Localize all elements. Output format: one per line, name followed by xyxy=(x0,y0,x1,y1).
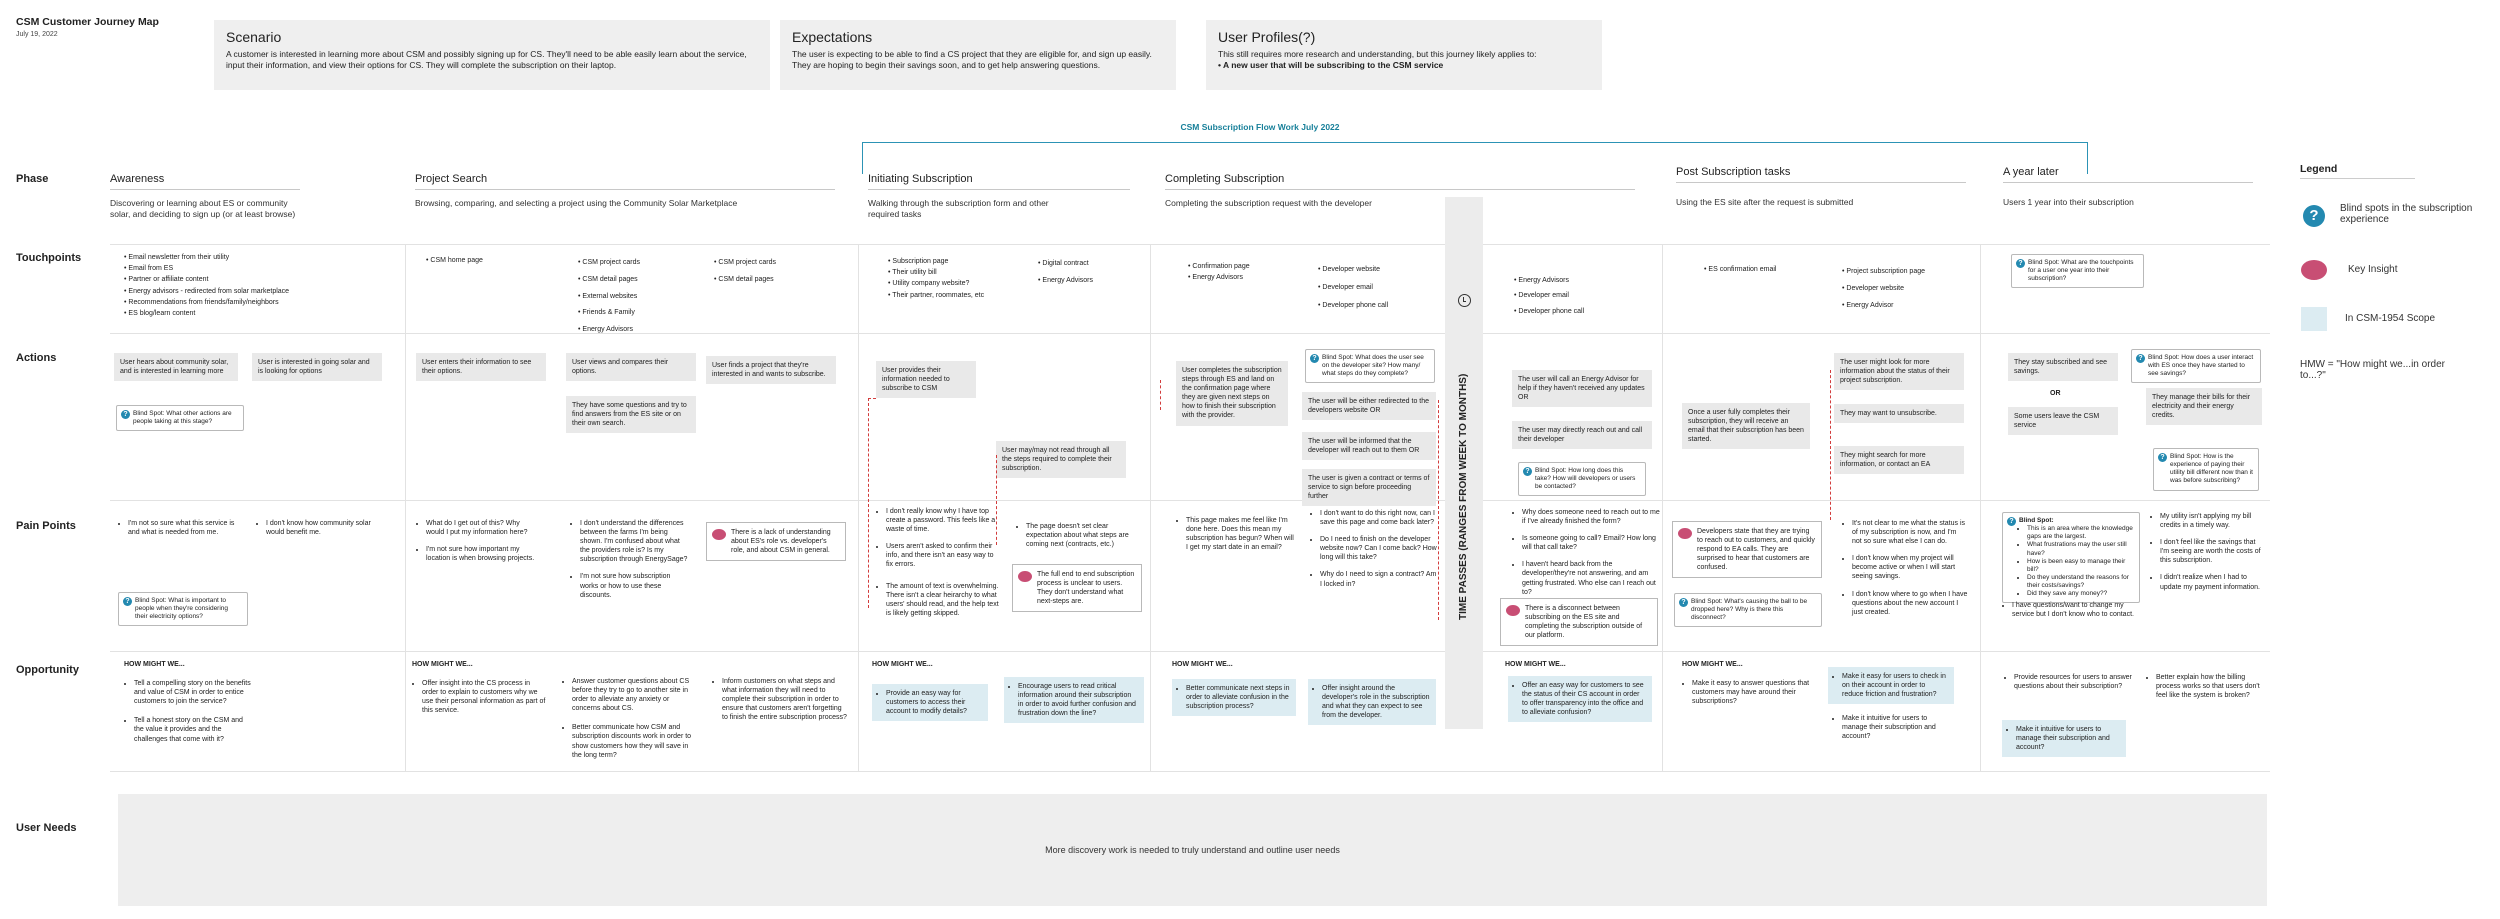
opportunity-col xyxy=(1832,714,1954,751)
row-label-pain-points: Pain Points xyxy=(16,520,76,532)
grid-line xyxy=(110,500,2270,501)
speech-bubble-icon xyxy=(1678,528,1692,539)
list-item: • Digital contract xyxy=(1036,256,1093,273)
hmw-label: HOW MIGHT WE... xyxy=(1682,661,1743,668)
action-card: They manage their bills for their electricity and their energy credits. xyxy=(2146,388,2262,425)
time-passes-text: TIME PASSES (RANGES FROM WEEK TO MONTHS) xyxy=(1458,373,1469,620)
touchpoint-list xyxy=(1840,264,1925,314)
list-item: • Do I need to finish on the developer website now? Can I come back? How long will this take? xyxy=(1320,535,1440,562)
flow-connector xyxy=(868,398,869,608)
hmw-label: HOW MIGHT WE... xyxy=(872,661,933,668)
action-card: User provides their information needed to subscribe to CSM xyxy=(876,361,976,398)
action-card: Once a user fully completes their subscription, they will receive an email that their subscription has been started. xyxy=(1682,403,1810,449)
list-item: • CSM home page xyxy=(424,255,483,266)
list-item: • This page makes me feel like I'm done here. Does this mean my subscription has begun? When will I get my start date in an email? xyxy=(1186,516,1296,552)
list-item: • Utility company website? xyxy=(886,278,984,289)
list-item: • Provide an easy way for customers to access their account to modify details? xyxy=(886,689,982,716)
list-item: • This is an area where the knowledge gaps are the largest. xyxy=(2027,525,2134,541)
clock-icon xyxy=(1458,294,1471,307)
opportunity-col xyxy=(124,660,252,754)
list-item: • Email newsletter from their utility xyxy=(122,252,289,263)
list-item: • I'm not sure how important my location is when browsing projects. xyxy=(426,545,536,563)
list-item: • Energy advisors - redirected from solar marketplace xyxy=(122,286,289,297)
opportunity-scope-box xyxy=(1004,677,1144,723)
list-item: • Make it intuitive for users to manage their subscription and account? xyxy=(2016,725,2120,752)
question-icon: ? xyxy=(1679,598,1688,607)
phase-name: Project Search xyxy=(415,173,835,190)
phase-desc: Users 1 year into their subscription xyxy=(2003,197,2134,207)
list-item: • Offer insight around the developer's role in the subscription and what they can expect to see from the developer. xyxy=(1322,684,1430,720)
list-item: • Encourage users to read critical information around their subscription in order to avoid further confusion and frustration down the line? xyxy=(1018,682,1138,718)
list-item: • I'm not so sure what this service is and what is needed from me. xyxy=(128,519,238,537)
list-item: • How is been easy to manage their bill? xyxy=(2027,558,2134,574)
question-icon: ? xyxy=(121,410,130,419)
touchpoint-list xyxy=(1186,261,1250,283)
phase-desc: Completing the subscription request with the developer xyxy=(1165,198,1372,208)
grid-line xyxy=(1662,244,1663,771)
opportunity-scope-box xyxy=(872,684,988,721)
phase-name: Awareness xyxy=(110,173,300,190)
opportunity-scope-box xyxy=(1508,676,1652,722)
action-card: User completes the subscription steps through ES and land on the confirmation page where they are given next steps on how to finish their subscription with the provider. xyxy=(1176,361,1288,426)
action-card: User is interested in going solar and is looking for options xyxy=(252,353,382,381)
key-insight-note xyxy=(1500,598,1658,646)
grid-line xyxy=(110,333,2270,334)
list-item: • Inform customers on what steps and what information they will need to complete their subscription in order to ensure that customers aren't forgetting to finish the entire subscription process? xyxy=(722,677,848,722)
key-insight-text: There is a lack of understanding about ES's role vs. developer's role, and about CSM in general. xyxy=(731,529,831,555)
scenario-title: Scenario xyxy=(226,29,282,45)
question-icon: ? xyxy=(1523,467,1532,476)
list-item: • Developer email xyxy=(1316,279,1388,297)
expectations-title: Expectations xyxy=(792,29,873,45)
key-insight-text: The full end to end subscription process is unclear to users. They don't understand what next-steps are. xyxy=(1037,571,1135,606)
phase-name: A year later xyxy=(2003,166,2253,183)
list-item: • It's not clear to me what the status is of my subscription is now, and I'm not so sure what else I can do. xyxy=(1852,519,1968,546)
list-item: • I don't feel like the savings that I'm seeing are worth the costs of this subscription. xyxy=(2160,538,2262,565)
phase-name: Post Subscription tasks xyxy=(1676,166,1966,183)
opportunity-col xyxy=(2004,673,2132,701)
phase-name: Initiating Subscription xyxy=(868,173,1130,190)
phase-name: Completing Subscription xyxy=(1165,173,1635,190)
user-needs-text: More discovery work is needed to truly understand and outline user needs xyxy=(1045,845,1340,855)
touchpoint-list xyxy=(1036,256,1093,290)
list-item: • I haven't heard back from the developer/they're not answering, and am getting frustrated. Who else can I reach out to? xyxy=(1522,560,1662,596)
action-card: The user will call an Energy Advisor for help if they haven't received any updates OR xyxy=(1512,370,1652,407)
action-card: They have some questions and try to find answers from the ES site or on their own search. xyxy=(566,396,696,433)
list-item: • Partner or affiliate content xyxy=(122,274,289,285)
list-item: • Energy Advisor xyxy=(1840,298,1925,315)
question-icon: ? xyxy=(123,597,132,606)
hmw-label: HOW MIGHT WE... xyxy=(412,661,473,668)
phase-awareness xyxy=(110,173,310,221)
legend-hmw: HMW = "How might we...in order to...?" xyxy=(2300,359,2445,381)
list-item: • CSM project cards xyxy=(712,255,776,272)
list-item: • Developer phone call xyxy=(1316,297,1388,315)
blind-spot-note xyxy=(2011,254,2144,288)
list-item: • Recommendations from friends/family/neighbors xyxy=(122,297,289,308)
key-insight-legend-icon xyxy=(2301,260,2327,280)
blind-spot-text: Blind Spot: What does the user see on the developer site? How many/ what steps do they complete? xyxy=(1322,354,1424,378)
key-insight-text: There is a disconnect between subscribing on the ES site and completing the subscription outside of our platform. xyxy=(1525,605,1643,640)
or-label: OR xyxy=(2050,390,2061,397)
list-item: • Energy Advisors xyxy=(1186,272,1250,283)
row-label-phase: Phase xyxy=(16,173,49,185)
list-item: • Offer an easy way for customers to see the status of their CS account in order to offer transparency into the office and to alleviate confusion? xyxy=(1522,681,1646,717)
row-label-user-needs: User Needs xyxy=(16,822,77,834)
list-item: • External websites xyxy=(576,289,640,306)
user-profiles-text: This still requires more research and understanding, but this journey likely applies to: xyxy=(1218,49,1537,59)
speech-bubble-icon xyxy=(1506,605,1520,616)
hmw-label: HOW MIGHT WE... xyxy=(1505,661,1566,668)
blind-spot-note xyxy=(1518,462,1646,496)
touchpoint-list xyxy=(576,255,640,339)
row-label-actions: Actions xyxy=(16,352,57,364)
action-card: The user may directly reach out and call their developer xyxy=(1512,421,1652,449)
user-profiles-box xyxy=(1206,20,1602,90)
phase-desc: Discovering or learning about ES or community solar, and deciding to sign up (or at least browse) xyxy=(110,198,296,220)
list-item: • The page doesn't set clear expectation about what steps are coming next (contracts, etc.) xyxy=(1026,522,1144,549)
list-item: • Why does someone need to reach out to me if I've already finished the form? xyxy=(1522,508,1662,526)
opportunity-col xyxy=(412,660,548,725)
list-item: • Better communicate next steps in order to alleviate confusion in the subscription process? xyxy=(1186,684,1290,711)
speech-bubble-icon xyxy=(712,529,726,540)
list-item: • Better communicate how CSM and subscription discounts work in order to show customers how they will save in the long term? xyxy=(572,723,698,759)
grid-line xyxy=(858,244,859,771)
speech-bubble-icon xyxy=(1018,571,1032,582)
page-title: CSM Customer Journey Map xyxy=(16,16,159,28)
pain-point-list xyxy=(1512,508,1662,605)
blind-spot-note xyxy=(2131,349,2261,383)
touchpoint-list xyxy=(424,255,483,266)
row-label-touchpoints: Touchpoints xyxy=(16,252,82,264)
blind-spot-note xyxy=(1674,593,1822,627)
blind-spot-text: Blind Spot: How does a user interact with ES once they have started to see savings? xyxy=(2148,354,2254,378)
list-item: • CSM detail pages xyxy=(576,272,640,289)
opportunity-scope-box xyxy=(1308,679,1436,725)
grid-line xyxy=(405,244,406,771)
blind-spot-legend-icon: ? xyxy=(2303,205,2325,227)
list-item: • Do they understand the reasons for their costs/savings? xyxy=(2027,574,2134,590)
action-card: They may want to unsubscribe. xyxy=(1834,404,1964,423)
touchpoint-list xyxy=(1316,261,1388,316)
blind-spot-note xyxy=(118,592,248,626)
action-card: The user will be informed that the developer will reach out to them OR xyxy=(1302,432,1436,460)
opportunity-scope-box xyxy=(1172,679,1296,716)
list-item: • Energy Advisors xyxy=(1512,273,1584,288)
list-item: • Did they save any money?? xyxy=(2027,590,2134,598)
pain-point-list xyxy=(2002,601,2138,627)
list-item: • Developer website xyxy=(1316,261,1388,279)
list-item: • Tell a compelling story on the benefits and value of CSM in order to entice customers to join the service? xyxy=(134,679,252,706)
opportunity-col xyxy=(2146,673,2264,710)
phase-a-year-later xyxy=(2003,166,2253,208)
blind-spot-note xyxy=(116,405,244,431)
blind-spot-text: Blind Spot: How long does this take? How will developers or users be contacted? xyxy=(1535,467,1636,491)
blind-spot-text: Blind Spot: What's causing the ball to be dropped here? Why is there this disconnect? xyxy=(1691,598,1808,622)
scenario-box xyxy=(214,20,770,90)
phase-desc: Walking through the subscription form and other required tasks xyxy=(868,198,1049,220)
user-profiles-bullet: • A new user that will be subscribing to the CSM service xyxy=(1218,60,1444,71)
pain-point-list xyxy=(118,519,238,545)
pain-point-list xyxy=(1176,516,1296,560)
flow-connector xyxy=(868,398,876,399)
question-icon: ? xyxy=(1310,354,1319,363)
legend-scope: In CSM-1954 Scope xyxy=(2345,313,2436,324)
grid-line xyxy=(110,244,2270,245)
opportunity-col xyxy=(712,677,848,732)
list-item: • CSM detail pages xyxy=(712,272,776,289)
action-card: The user will be either redirected to the developers website OR xyxy=(1302,392,1436,420)
list-item: • Is someone going to call? Email? How long will that call take? xyxy=(1522,534,1662,552)
list-item: • My utility isn't applying my bill credits in a timely way. xyxy=(2160,512,2262,530)
list-item: • Better explain how the billing process works so that users don't feel like the system is broken? xyxy=(2156,673,2264,700)
question-icon: ? xyxy=(2007,517,2016,526)
list-item: • Make it intuitive for users to manage their subscription and account? xyxy=(1842,714,1954,741)
legend-title: Legend xyxy=(2300,163,2415,179)
action-card: They stay subscribed and see savings. xyxy=(2008,353,2118,381)
key-insight-text: Developers state that they are trying to reach out to customers, and quickly respond to EA calls. They are surprised to hear that customers are confused. xyxy=(1697,528,1815,572)
list-item: • I don't know when my project will become active or when I will start seeing savings. xyxy=(1852,554,1968,581)
list-item: • Project subscription page xyxy=(1840,264,1925,281)
list-item: • Developer phone call xyxy=(1512,304,1584,319)
phase-post-subscription xyxy=(1676,166,1966,208)
flow-connector xyxy=(1160,380,1161,410)
opportunity-scope-box xyxy=(1828,667,1954,704)
list-item: • Their utility bill xyxy=(886,267,984,278)
flow-connector xyxy=(996,455,997,545)
scenario-text: A customer is interested in learning more about CSM and possibly signing up for CS. They'll need to be able easily learn about the service, input their information, and view their options for CS. They will complete the subscription on their laptop. xyxy=(226,49,747,71)
legend-key-insight: Key Insight xyxy=(2348,264,2398,275)
question-icon: ? xyxy=(2136,354,2145,363)
pain-point-list xyxy=(256,519,386,545)
touchpoint-list xyxy=(886,256,984,301)
list-item: • Their partner, roommates, etc xyxy=(886,290,984,301)
action-card: Some users leave the CSM service xyxy=(2008,407,2118,435)
phase-desc: Using the ES site after the request is submitted xyxy=(1676,197,1854,207)
grid-line xyxy=(1150,244,1151,771)
grid-line xyxy=(110,771,2270,772)
list-item: • I don't know how community solar would benefit me. xyxy=(266,519,386,537)
list-item: • I don't want to do this right now, can I save this page and come back later? xyxy=(1320,509,1440,527)
touchpoint-list xyxy=(1702,264,1777,275)
scope-legend-swatch xyxy=(2301,307,2327,331)
question-icon: ? xyxy=(2016,259,2025,268)
action-card: The user might look for more information about the status of their project subscription. xyxy=(1834,353,1964,390)
list-item: • Tell a honest story on the CSM and the value it provides and the challenges that come with it? xyxy=(134,716,252,743)
list-item: • I don't understand the differences between the farms I'm being shown. I'm confused about what the providers role is? Is my subscription through EnergySage? xyxy=(580,519,690,564)
key-insight-note xyxy=(706,522,846,561)
action-card: User enters their information to see their options. xyxy=(416,353,546,381)
blind-spot-note xyxy=(2153,448,2259,491)
list-item: • Why do I need to sign a contract? Am I locked in? xyxy=(1320,570,1440,588)
list-item: • Friends & Family xyxy=(576,305,640,322)
list-item: • Make it easy for users to check in on their account in order to reduce friction and frustration? xyxy=(1842,672,1948,699)
phase-completing-subscription xyxy=(1165,173,1635,209)
list-item: • CSM project cards xyxy=(576,255,640,272)
action-card: The user is given a contract or terms of service to sign before proceeding further xyxy=(1302,469,1436,506)
user-profiles-title: User Profiles(?) xyxy=(1218,29,1316,45)
blind-spot-text: Blind Spot: What is important to people when they're considering their electricity options? xyxy=(135,597,229,621)
pain-point-list xyxy=(1310,509,1440,597)
list-item: • ES confirmation email xyxy=(1702,264,1777,275)
touchpoint-list xyxy=(1512,273,1584,319)
list-item: • What frustrations may the user still have? xyxy=(2027,541,2134,557)
expectations-text: The user is expecting to be able to find a CS project that they are eligible for, and sign up easily. They are hoping to begin their savings soon, and to get help answering questions. xyxy=(792,49,1152,71)
list-item: • Energy Advisors xyxy=(576,322,640,339)
list-item: • I have questions/want to change my service but I don't know who to contact. xyxy=(2012,601,2138,619)
list-item: • Developer website xyxy=(1840,281,1925,298)
action-card: User views and compares their options. xyxy=(566,353,696,381)
hmw-label: HOW MIGHT WE... xyxy=(124,661,185,668)
pain-point-list xyxy=(416,519,536,571)
list-item: • Provide resources for users to answer questions about their subscription? xyxy=(2014,673,2132,691)
grid-line xyxy=(110,651,2270,652)
touchpoint-list xyxy=(122,252,289,319)
pain-point-list xyxy=(876,507,1002,626)
blind-spot-note xyxy=(2002,512,2140,603)
list-item: • ES blog/learn content xyxy=(122,308,289,319)
list-item: • Subscription page xyxy=(886,256,984,267)
key-insight-note xyxy=(1012,564,1142,612)
grid-line xyxy=(1980,244,1981,771)
pain-point-list xyxy=(1842,519,1968,625)
list-item: • Offer insight into the CS process in order to explain to customers why we use their personal information as part of this service. xyxy=(422,679,548,715)
question-icon: ? xyxy=(2158,453,2167,462)
opportunity-scope-box xyxy=(2002,720,2126,757)
page-date: July 19, 2022 xyxy=(16,31,58,38)
blind-spot-text: Blind Spot: What other actions are people taking at this stage? xyxy=(133,410,232,426)
list-item: • I don't know where to go when I have questions about the new account I just created. xyxy=(1852,590,1968,617)
action-card: User may/may not read through all the steps required to complete their subscription. xyxy=(996,441,1126,478)
opportunity-col xyxy=(1682,660,1812,716)
list-item: • Users aren't asked to confirm their info, and there isn't an easy way to fix errors. xyxy=(886,542,1002,569)
flow-connector xyxy=(1830,370,1831,520)
expectations-box xyxy=(780,20,1176,90)
list-item: • I'm not sure how subscription works or how to use these discounts. xyxy=(580,572,690,599)
hmw-label: HOW MIGHT WE... xyxy=(1172,661,1233,668)
list-item: • I don't really know why I have top create a password. This feels like a waste of time. xyxy=(886,507,1002,534)
pain-point-list xyxy=(570,519,690,608)
touchpoint-list xyxy=(712,255,776,289)
list-item: • Energy Advisors xyxy=(1036,273,1093,290)
list-item: • What do I get out of this? Why would I put my information here? xyxy=(426,519,536,537)
list-item: • Developer email xyxy=(1512,288,1584,303)
list-item: • Make it easy to answer questions that customers may have around their subscriptions? xyxy=(1692,679,1812,706)
pain-point-list xyxy=(1016,522,1144,557)
key-insight-note xyxy=(1672,521,1822,578)
flow-connector xyxy=(1438,400,1439,620)
blind-spot-note xyxy=(1305,349,1435,383)
blind-spot-text: Blind Spot: What are the touchpoints for a user one year into their subscription? xyxy=(2028,259,2134,283)
list-item: • Email from ES xyxy=(122,263,289,274)
opportunity-col xyxy=(562,677,698,770)
list-item: • Confirmation page xyxy=(1186,261,1250,272)
phase-project-search xyxy=(415,173,835,209)
row-label-opportunity: Opportunity xyxy=(16,664,79,676)
blind-spot-title: Blind Spot: xyxy=(2019,517,2054,524)
opportunity-col xyxy=(872,660,1002,679)
list-item: • I didn't realize when I had to update my payment information. xyxy=(2160,573,2262,591)
phase-desc: Browsing, comparing, and selecting a project using the Community Solar Marketplace xyxy=(415,198,738,208)
legend-blind-spot: Blind spots in the subscription experience xyxy=(2340,203,2473,225)
action-card: They might search for more information, or contact an EA xyxy=(1834,446,1964,474)
opportunity-col xyxy=(1172,660,1302,679)
list-item: • The amount of text is overwhelming. There isn't a clear heirarchy to what users' should read, and the help text is likely getting skipped. xyxy=(886,582,1002,618)
phase-initiating-subscription xyxy=(868,173,1130,221)
flow-label: CSM Subscription Flow Work July 2022 xyxy=(1180,122,1340,132)
blind-spot-text: Blind Spot: How is the experience of paying their utility bill different now than it was before subscribing? xyxy=(2170,453,2253,485)
list-item: • Answer customer questions about CS before they try to go to another site in order to alleviate any anxiety or concerns about CS. xyxy=(572,677,698,713)
action-card: User hears about community solar, and is interested in learning more xyxy=(114,353,238,381)
pain-point-list xyxy=(2150,512,2262,600)
action-card: User finds a project that they're interested in and wants to subscribe. xyxy=(706,356,836,384)
user-needs-panel xyxy=(118,794,2267,906)
